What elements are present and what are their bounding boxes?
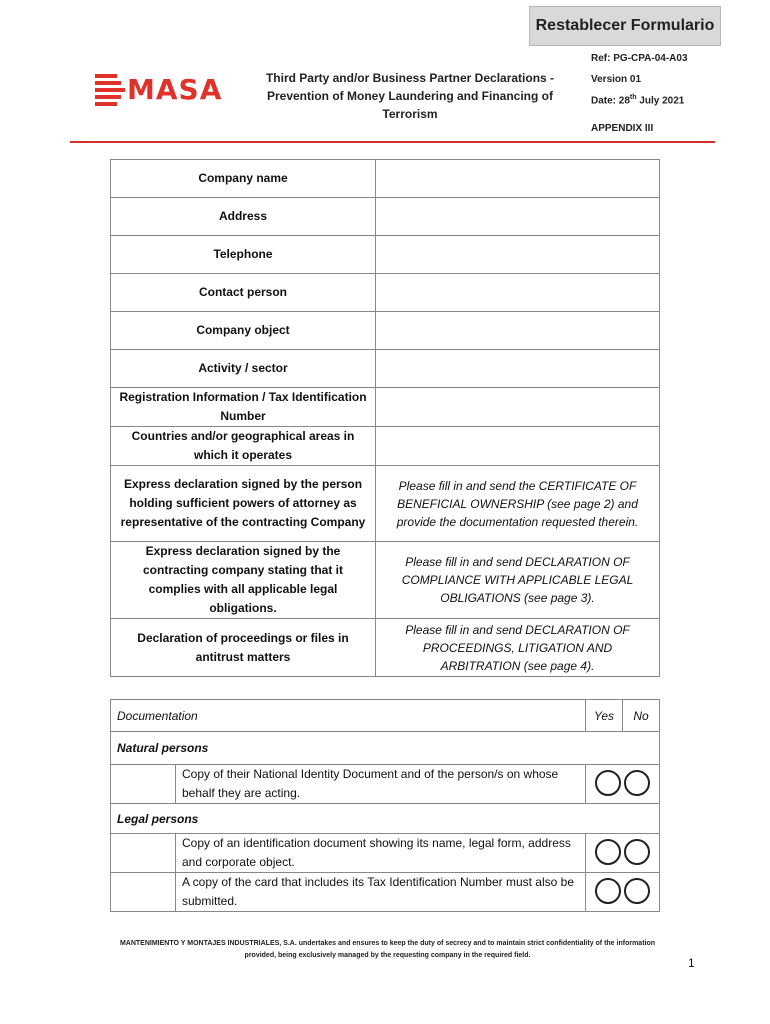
legal-id-doc-item: Copy of an identification document showing its name, legal form, address and corporate object. [176, 834, 586, 873]
row-label: Express declaration signed by the person holding sufficient powers of attorney as representative of the contracting Company [111, 466, 376, 542]
beneficial-ownership-note: Please fill in and send the CERTIFICATE OF BENEFICIAL OWNERSHIP (see page 2) and provide the documentation requested therein. [376, 466, 660, 542]
row-label: Activity / sector [111, 350, 376, 388]
date-prefix: Date: 28 [591, 95, 630, 107]
legal-id-yes-radio[interactable] [595, 839, 621, 865]
logo-text: MASA [127, 72, 223, 106]
table-row [111, 765, 660, 804]
row-label: Contact person [111, 274, 376, 312]
date-suffix: July 2021 [636, 95, 685, 107]
tax-card-no-radio[interactable] [624, 878, 650, 904]
yes-header: Yes [586, 700, 623, 732]
table-row [111, 160, 660, 198]
legal-id-no-radio[interactable] [624, 839, 650, 865]
table-row [111, 834, 660, 873]
row-label: Company object [111, 312, 376, 350]
no-header: No [623, 700, 660, 732]
date-sup: th [629, 94, 637, 101]
tax-id-card-item: A copy of the card that includes its Tax Identification Number must also be submitted. [176, 873, 586, 912]
countries-areas-field[interactable] [376, 427, 660, 466]
appendix: APPENDIX III [591, 123, 654, 134]
documentation-table [110, 699, 660, 912]
legal-compliance-note: Please fill in and send DECLARATION OF COMPLIANCE WITH APPLICABLE LEGAL OBLIGATIONS (see page 3). [376, 542, 660, 619]
natural-id-yes-radio[interactable] [595, 770, 621, 796]
natural-person-id-item: Copy of their National Identity Document and of the person/s on whose behalf they are acting. [176, 765, 586, 804]
reset-form-button[interactable]: Restablecer Formulario [529, 6, 721, 46]
table-row [111, 236, 660, 274]
activity-sector-field[interactable] [376, 350, 660, 388]
yes-no-cell [586, 873, 660, 912]
logo-mark-icon [95, 72, 125, 106]
ref-number: Ref: PG-CPA-04-A03 [591, 53, 688, 64]
natural-persons-heading: Natural persons [111, 732, 660, 765]
section-row [111, 732, 660, 765]
yes-no-cell [586, 834, 660, 873]
telephone-field[interactable] [376, 236, 660, 274]
table-header-row [111, 700, 660, 732]
company-object-field[interactable] [376, 312, 660, 350]
masa-logo [95, 72, 222, 106]
empty-cell [111, 834, 176, 873]
section-row [111, 804, 660, 834]
table-row [111, 198, 660, 236]
table-row [111, 388, 660, 427]
empty-cell [111, 873, 176, 912]
page-number: 1 [688, 956, 695, 970]
row-label: Telephone [111, 236, 376, 274]
contact-person-field[interactable] [376, 274, 660, 312]
company-info-table [110, 159, 660, 677]
table-row [111, 312, 660, 350]
company-name-field[interactable] [376, 160, 660, 198]
table-row [111, 350, 660, 388]
registration-tax-id-field[interactable] [376, 388, 660, 427]
tax-card-yes-radio[interactable] [595, 878, 621, 904]
table-row [111, 873, 660, 912]
row-label: Declaration of proceedings or files in antitrust matters [111, 619, 376, 677]
date [591, 94, 684, 106]
table-row [111, 427, 660, 466]
table-row [111, 542, 660, 619]
document-title: Third Party and/or Business Partner Declarations - Prevention of Money Laundering and Financing of Terrorism [265, 71, 555, 121]
yes-no-cell [586, 765, 660, 804]
version: Version 01 [591, 74, 642, 85]
row-label: Address [111, 198, 376, 236]
row-label: Express declaration signed by the contracting company stating that it complies with all applicable legal obligations. [111, 542, 376, 619]
table-row [111, 619, 660, 677]
confidentiality-footer: MANTENIMIENTO Y MONTAJES INDUSTRIALES, S.A. undertakes and ensures to keep the duty of secrecy and to maintain strict confidentiality of the information provided, being exclusively managed by the requesting company in the required field. [119, 940, 656, 959]
row-label: Countries and/or geographical areas in which it operates [111, 427, 376, 466]
natural-id-no-radio[interactable] [624, 770, 650, 796]
proceedings-note: Please fill in and send DECLARATION OF PROCEEDINGS, LITIGATION AND ARBITRATION (see page 4). [376, 619, 660, 677]
header-divider [70, 141, 715, 143]
table-row [111, 274, 660, 312]
documentation-header: Documentation [111, 700, 586, 732]
address-field[interactable] [376, 198, 660, 236]
row-label: Registration Information / Tax Identification Number [111, 388, 376, 427]
legal-persons-heading: Legal persons [111, 804, 660, 834]
row-label: Company name [111, 160, 376, 198]
table-row [111, 466, 660, 542]
empty-cell [111, 765, 176, 804]
